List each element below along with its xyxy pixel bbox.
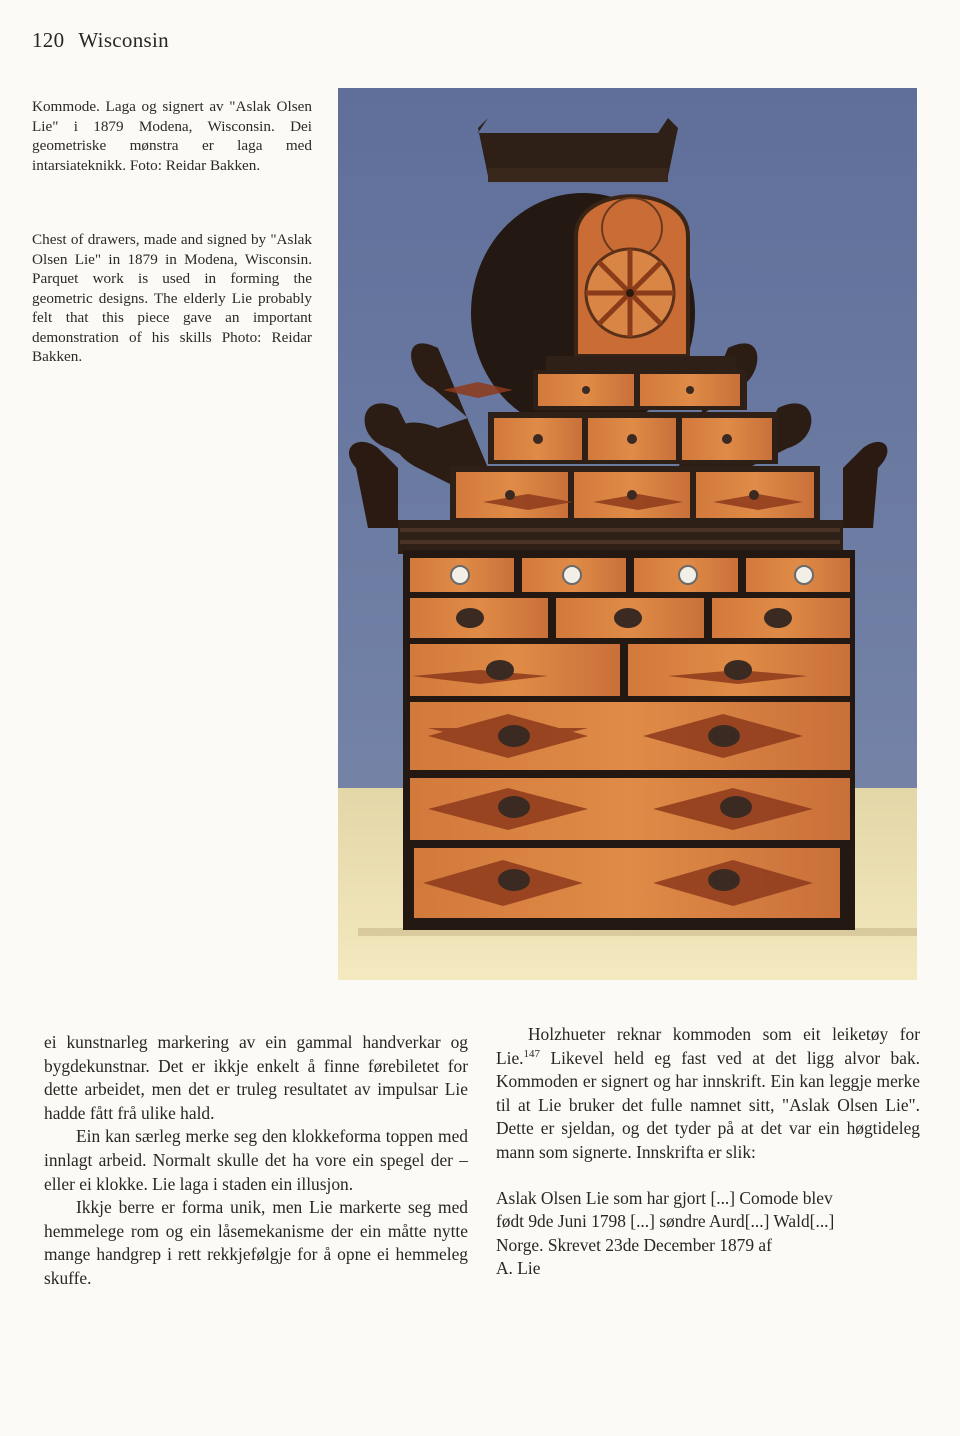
body-column-right	[496, 1023, 920, 1281]
quote-line: Norge. Skrevet 23de December 1879 af	[496, 1234, 772, 1255]
body-column-left	[44, 1031, 468, 1291]
caption-english: Chest of drawers, made and signed by "Aslak Olsen Lie" in 1879 in Modena, Wisconsin. Parquet work is used in forming the geometric designs. The elderly Lie probably felt that this piece gave an important demonstration of his skills Photo: Reidar Bakken.	[32, 231, 312, 365]
chest-of-drawers-photo	[338, 88, 917, 980]
body-text: Holzhueter reknar kommoden som eit leiketøy for Lie.	[496, 1024, 920, 1068]
section-title: Wisconsin	[78, 28, 169, 52]
body-paragraph: Ikkje berre er forma unik, men Lie markerte seg med hemmelege rom og ein låsemekanisme der ein måtte nytte mange handgrep i rett rekkjefølgje for å opne ei hemmeleg skuffe.	[44, 1197, 468, 1288]
body-paragraph	[496, 1023, 920, 1165]
caption-norwegian: Kommode. Laga og signert av "Aslak Olsen Lie" i 1879 Modena, Wisconsin. Dei geometriske mønstra er laga med intarsiateknikk. Foto: Reidar Bakken.	[32, 98, 312, 174]
inscription-quote	[496, 1187, 920, 1281]
quote-line: A. Lie	[496, 1258, 541, 1279]
page-number: 120	[32, 28, 65, 52]
quote-line: Aslak Olsen Lie som har gjort [...] Comode blev	[496, 1187, 833, 1208]
quote-line: født 9de Juni 1798 [...] søndre Aurd[...] Wald[...]	[496, 1211, 835, 1232]
running-header	[32, 28, 169, 53]
body-text: Likevel held eg fast ved at det ligg alvor bak. Kommoden er signert og har innskrift. Ein kan leggje merke til at Lie bruker det fulle namnet sitt, "Aslak Olsen Lie". Dette er sjeldan, og det tyder på at det var ein høgtideleg mann som signerte. Innskrifta er slik:	[496, 1047, 920, 1162]
body-paragraph: Ein kan særleg merke seg den klokkeforma toppen med innlagt arbeid. Normalt skulle det ha vore ein spegel der – eller ei klokke. Lie laga i staden ein illusjon.	[44, 1126, 468, 1194]
footnote-marker: 147	[523, 1047, 541, 1060]
body-paragraph: ei kunstnarleg markering av ein gammal handverkar og bygdekunstnar. Det er ikkje enkelt å finne førebiletet for dette arbeidet, men det er truleg resultatet av impulsar Lie hadde fått frå ulike hald.	[44, 1032, 468, 1123]
